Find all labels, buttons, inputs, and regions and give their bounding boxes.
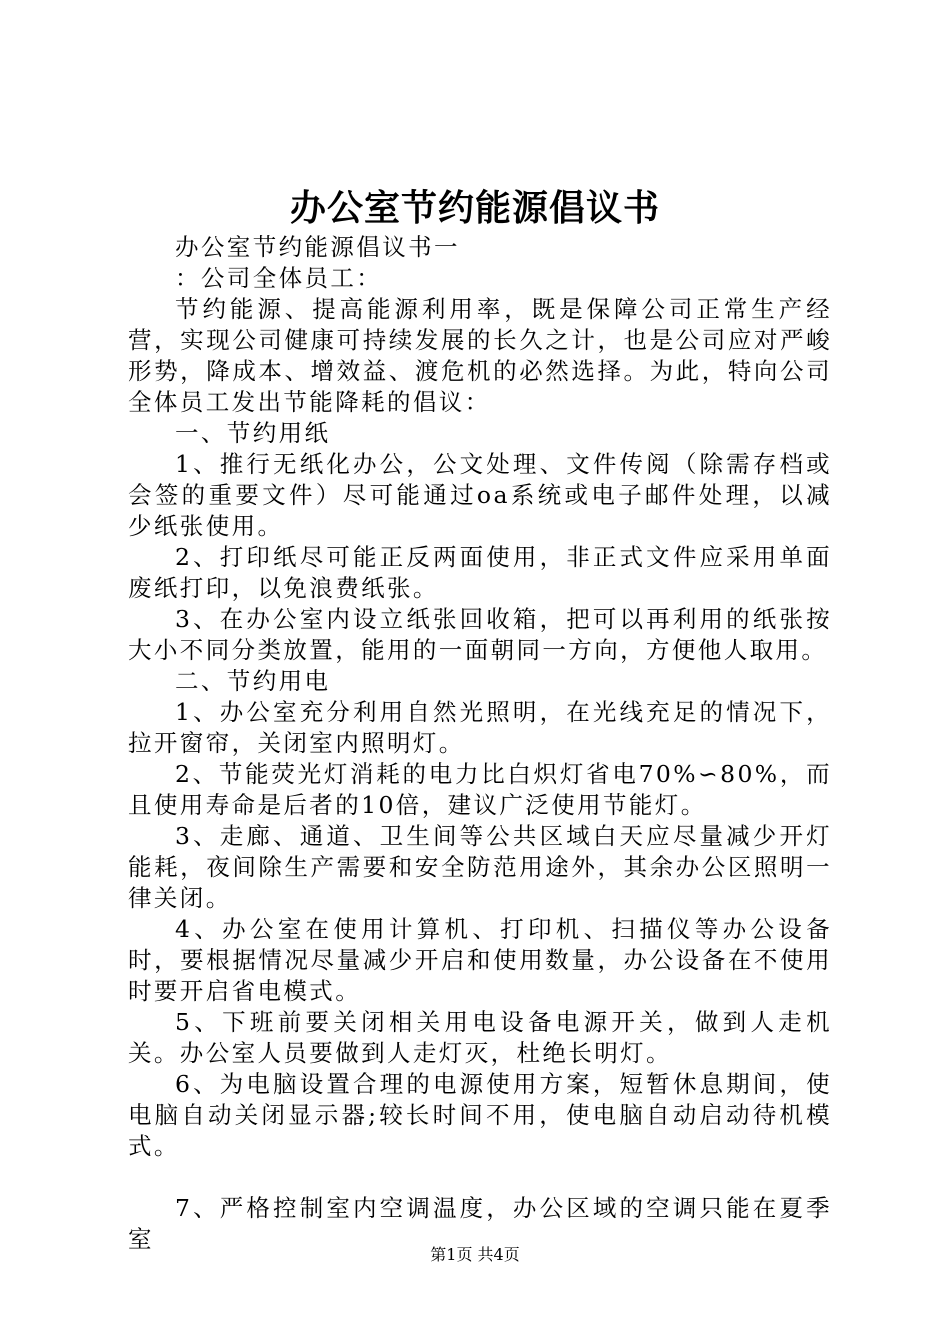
paragraph-subtitle: 办公室节约能源倡议书一 (175, 233, 460, 261)
document-title: 办公室节约能源倡议书 (289, 187, 660, 229)
paragraph-salutation: ：公司全体员工： (175, 264, 383, 292)
paragraph-paper-2: 2、打印纸尽可能正反两面使用，非正式文件应采用单面废纸打印，以免浪费纸张。 (128, 543, 832, 602)
section-heading-electricity: 二、节约用电 (175, 667, 331, 695)
section-heading-paper: 一、节约用纸 (175, 419, 331, 447)
paragraph-paper-3: 3、在办公室内设立纸张回收箱，把可以再利用的纸张按大小不同分类放置，能用的一面朝同一方向，方便他人取用。 (128, 605, 832, 664)
paragraph-electricity-7: 7、严格控制室内空调温度，办公区域的空调只能在夏季室 (128, 1194, 832, 1253)
paragraph-electricity-2: 2、节能荧光灯消耗的电力比白炽灯省电70%∽80%，而且使用寿命是后者的10倍，建议广泛使用节能灯。 (128, 760, 832, 819)
paragraph-electricity-3: 3、走廊、通道、卫生间等公共区域白天应尽量减少开灯能耗，夜间除生产需要和安全防范用途外，其余办公区照明一律关闭。 (128, 822, 832, 912)
paragraph-electricity-5: 5、下班前要关闭相关用电设备电源开关，做到人走机关。办公室人员要做到人走灯灭，杜绝长明灯。 (128, 1008, 832, 1067)
document-body (128, 232, 832, 1255)
paragraph-paper-1: 1、推行无纸化办公，公文处理、文件传阅（除需存档或会签的重要文件）尽可能通过oa系统或电子邮件处理，以减少纸张使用。 (128, 450, 832, 540)
paragraph-electricity-4: 4、办公室在使用计算机、打印机、扫描仪等办公设备时，要根据情况尽量减少开启和使用数量，办公设备在不使用时要开启省电模式。 (128, 915, 832, 1005)
paragraph-intro: 节约能源、提高能源利用率，既是保障公司正常生产经营，实现公司健康可持续发展的长久之计，也是公司应对严峻形势，降成本、增效益、渡危机的必然选择。为此，特向公司全体员工发出节能降耗的倡议： (128, 295, 832, 416)
page-footer: 第1页 共4页 (430, 1245, 520, 1264)
paragraph-electricity-6: 6、为电脑设置合理的电源使用方案，短暂休息期间，使电脑自动关闭显示器;较长时间不用，使电脑自动启动待机模式。 (128, 1070, 832, 1160)
paragraph-electricity-1: 1、办公室充分利用自然光照明，在光线充足的情况下，拉开窗帘，关闭室内照明灯。 (128, 698, 832, 757)
